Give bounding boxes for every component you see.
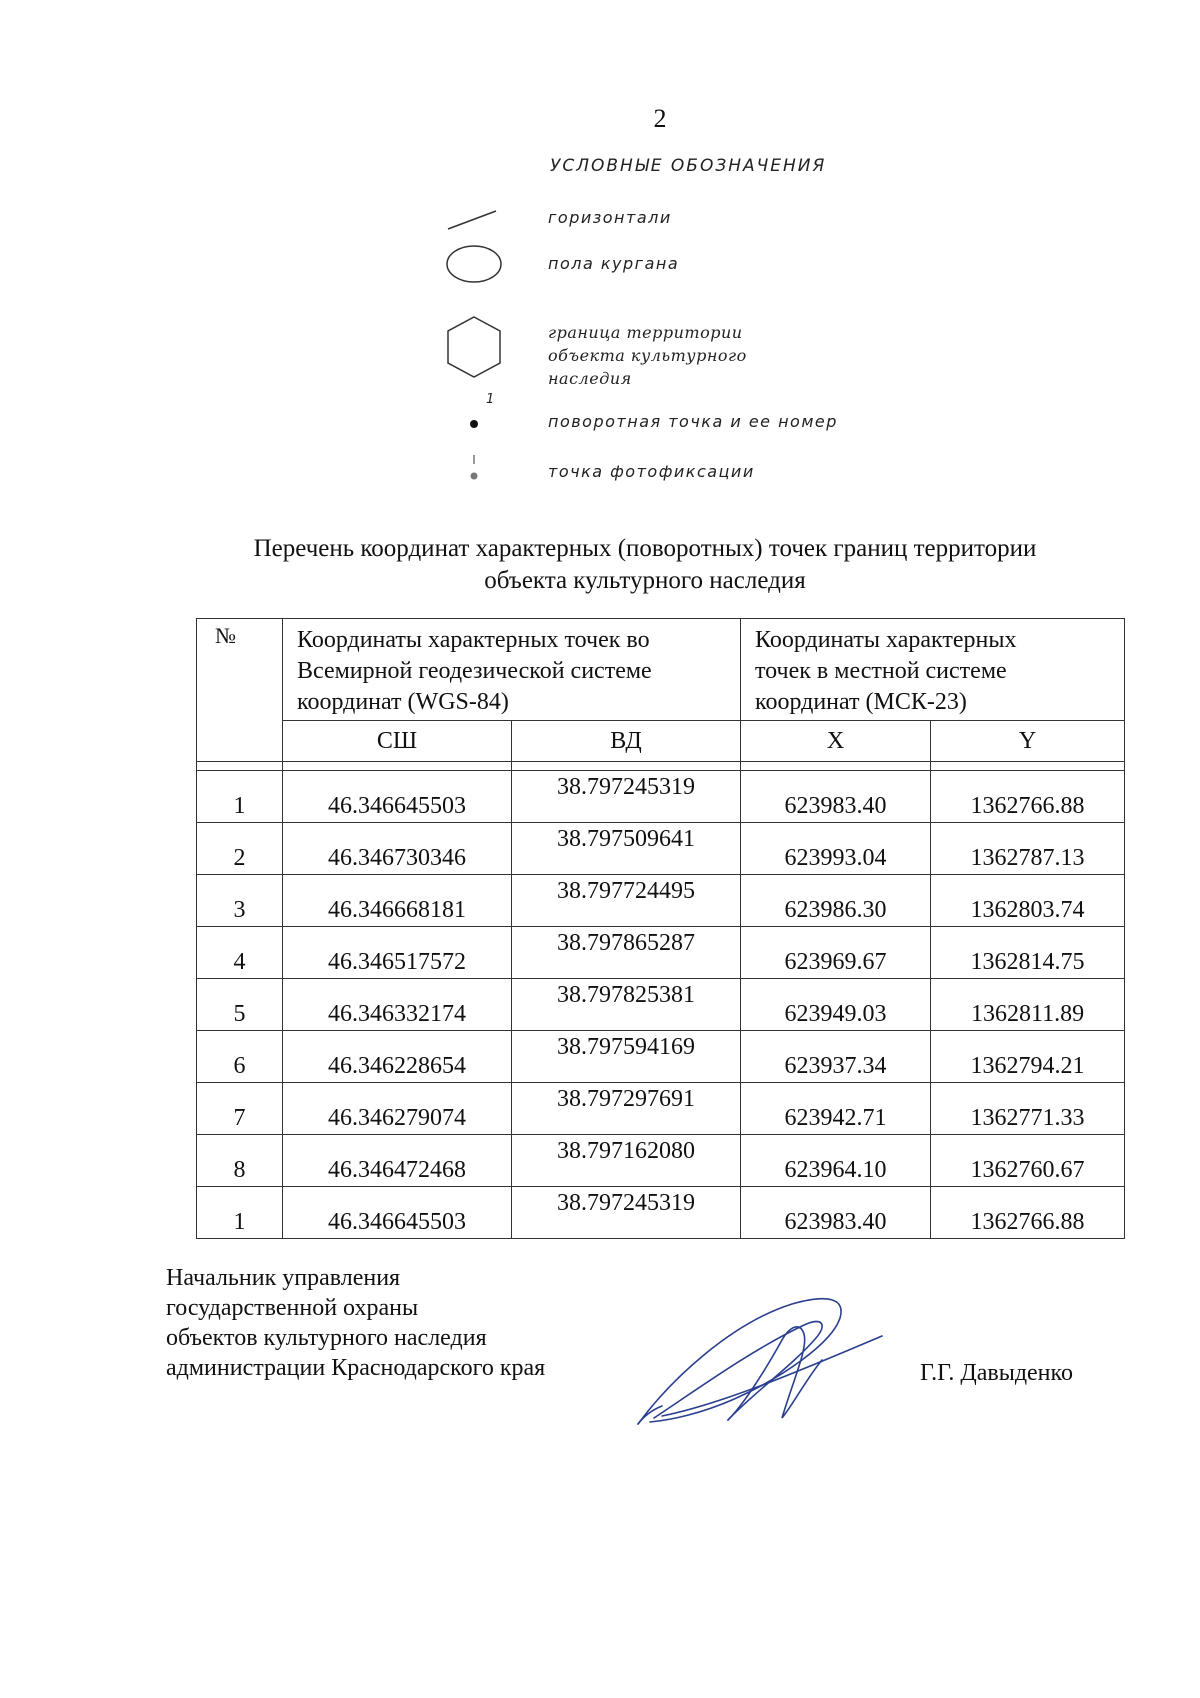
cell-lat: 46.346645503 [283, 771, 512, 823]
signatory-position [166, 1263, 545, 1383]
cell-number: 5 [197, 979, 283, 1031]
col-group-msk23-line-3: координат (МСК-23) [755, 689, 967, 715]
signatory-position-line-3: объектов культурного наследия [166, 1325, 487, 1351]
legend-title: УСЛОВНЫЕ ОБОЗНАЧЕНИЯ [550, 156, 827, 176]
col-group-wgs84 [283, 619, 741, 721]
table-row [197, 823, 1125, 875]
cell-number: 3 [197, 875, 283, 927]
cell-number: 1 [197, 1187, 283, 1239]
table-row [197, 1135, 1125, 1187]
legend-label-mound: пола кургана [548, 254, 680, 273]
table-heading [180, 533, 1110, 597]
cell-lat: 46.346668181 [283, 875, 512, 927]
legend-label-boundary-line-2: объекта культурного [548, 346, 747, 365]
table-heading-line-1: Перечень координат характерных (поворотных) точек границ территории [253, 535, 1037, 562]
legend-label-photo-point: точка фотофиксации [548, 462, 755, 481]
table-row [197, 771, 1125, 823]
col-header-x: X [741, 721, 931, 762]
cell-y: 1362811.89 [931, 979, 1125, 1031]
contour-line-icon [440, 205, 520, 235]
cell-y: 1362766.88 [931, 771, 1125, 823]
cell-x: 623949.03 [741, 979, 931, 1031]
cell-x: 623964.10 [741, 1135, 931, 1187]
signatory-position-line-1: Начальник управления [166, 1265, 401, 1291]
turning-point-number: 1 [486, 392, 495, 407]
mound-ellipse-icon [440, 242, 520, 286]
cell-lon: 38.797162080 [512, 1135, 741, 1187]
table-row [197, 927, 1125, 979]
cell-lon: 38.797245319 [512, 771, 741, 823]
cell-lat: 46.346730346 [283, 823, 512, 875]
cell-y: 1362771.33 [931, 1083, 1125, 1135]
cell-number: 8 [197, 1135, 283, 1187]
table-spacer-row [197, 762, 1125, 771]
col-group-wgs84-line-1: Координаты характерных точек во [297, 627, 650, 653]
cell-y: 1362803.74 [931, 875, 1125, 927]
cell-y: 1362760.67 [931, 1135, 1125, 1187]
cell-x: 623986.30 [741, 875, 931, 927]
signatory-name: Г.Г. Давыденко [920, 1360, 1073, 1386]
col-group-wgs84-line-3: координат (WGS-84) [297, 689, 509, 715]
cell-lon: 38.797724495 [512, 875, 741, 927]
cell-number: 2 [197, 823, 283, 875]
cell-y: 1362814.75 [931, 927, 1125, 979]
table-row [197, 1083, 1125, 1135]
table-row [197, 875, 1125, 927]
cell-number: 6 [197, 1031, 283, 1083]
cell-lon: 38.797509641 [512, 823, 741, 875]
table-row [197, 979, 1125, 1031]
coordinates-table [196, 618, 1125, 1239]
col-header-y: Y [931, 721, 1125, 762]
cell-lat: 46.346645503 [283, 1187, 512, 1239]
legend-label-boundary-line-1: граница территории [548, 323, 743, 342]
table-row [197, 1187, 1125, 1239]
cell-lat: 46.346332174 [283, 979, 512, 1031]
col-header-lat: СШ [283, 721, 512, 762]
legend-label-boundary [548, 321, 747, 390]
signatory-position-line-2: государственной охраны [166, 1295, 419, 1321]
cell-lon: 38.797297691 [512, 1083, 741, 1135]
photo-point-icon [440, 452, 520, 492]
cell-lon: 38.797594169 [512, 1031, 741, 1083]
cell-x: 623993.04 [741, 823, 931, 875]
cell-lon: 38.797825381 [512, 979, 741, 1031]
col-header-lon: ВД [512, 721, 741, 762]
cell-y: 1362787.13 [931, 823, 1125, 875]
cell-lat: 46.346517572 [283, 927, 512, 979]
legend-label-boundary-line-3: наследия [548, 369, 632, 388]
boundary-hexagon-icon [440, 313, 520, 393]
cell-number: 1 [197, 771, 283, 823]
table-row [197, 1031, 1125, 1083]
turning-point-dot-icon [440, 412, 520, 436]
cell-y: 1362766.88 [931, 1187, 1125, 1239]
cell-x: 623983.40 [741, 1187, 931, 1239]
legend-label-turning-point: поворотная точка и ее номер [548, 412, 838, 431]
legend-label-contour: горизонтали [548, 208, 672, 227]
cell-lat: 46.346228654 [283, 1031, 512, 1083]
cell-lon: 38.797865287 [512, 927, 741, 979]
cell-y: 1362794.21 [931, 1031, 1125, 1083]
handwritten-signature [632, 1288, 892, 1438]
cell-number: 7 [197, 1083, 283, 1135]
cell-x: 623983.40 [741, 771, 931, 823]
table-heading-line-2: объекта культурного наследия [484, 567, 806, 594]
col-group-wgs84-line-2: Всемирной геодезической системе [297, 658, 652, 684]
col-group-msk23-line-1: Координаты характерных [755, 627, 1017, 653]
cell-lat: 46.346279074 [283, 1083, 512, 1135]
cell-number: 4 [197, 927, 283, 979]
col-group-msk23 [741, 619, 1125, 721]
col-header-number: № [197, 619, 283, 762]
col-group-msk23-line-2: точек в местной системе [755, 658, 1007, 684]
cell-lat: 46.346472468 [283, 1135, 512, 1187]
cell-x: 623942.71 [741, 1083, 931, 1135]
cell-lon: 38.797245319 [512, 1187, 741, 1239]
cell-x: 623969.67 [741, 927, 931, 979]
cell-x: 623937.34 [741, 1031, 931, 1083]
signatory-position-line-4: администрации Краснодарского края [166, 1355, 546, 1381]
page-number: 2 [653, 104, 667, 133]
